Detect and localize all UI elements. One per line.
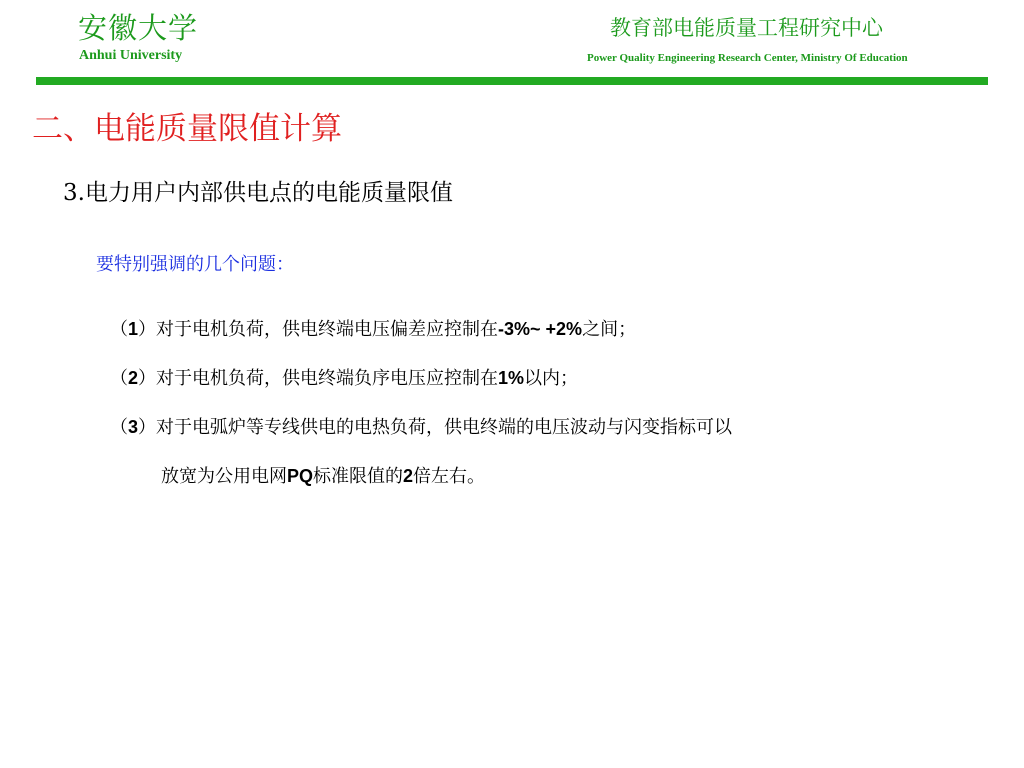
list-item-text: 标准限值的 bbox=[313, 466, 404, 487]
list-item-number: 3 bbox=[128, 417, 139, 437]
list-item-text-end: 以内； bbox=[524, 368, 579, 389]
list-item-text: 对于电弧炉等专线供电的电热负荷，供电终端的电压波动与闪变指标可以 bbox=[156, 417, 733, 438]
list-item-close-paren: ） bbox=[138, 319, 157, 340]
research-center-name-en: Power Quality Engineering Research Center, Ministry Of Education bbox=[587, 52, 908, 64]
header-divider bbox=[36, 77, 988, 85]
slide-title: 二、电能质量限值计算 bbox=[32, 111, 342, 147]
list-item-value: -3%~ +2% bbox=[498, 319, 583, 339]
slide-subheading: 3.电力用户内部供电点的电能质量限值 bbox=[63, 180, 453, 206]
list-item-2 bbox=[110, 364, 578, 390]
list-item-1 bbox=[110, 315, 636, 341]
list-item-3-continuation bbox=[161, 462, 485, 488]
emphasis-note: 要特别强调的几个问题： bbox=[96, 254, 294, 275]
list-item-close-paren: ） bbox=[138, 417, 157, 438]
pq-abbreviation: PQ bbox=[287, 466, 314, 486]
list-item-text: 对于电机负荷，供电终端负序电压应控制在 bbox=[156, 368, 499, 389]
list-item-open-paren: （ bbox=[110, 319, 128, 340]
list-item-value: 1% bbox=[498, 368, 525, 388]
list-item-number: 2 bbox=[128, 368, 139, 388]
list-item-number: 1 bbox=[128, 319, 139, 339]
list-item-value: 2 bbox=[403, 466, 414, 486]
list-item-open-paren: （ bbox=[110, 368, 128, 389]
list-item-open-paren: （ bbox=[110, 417, 128, 438]
list-item-close-paren: ） bbox=[138, 368, 157, 389]
research-center-name-cn: 教育部电能质量工程研究中心 bbox=[610, 16, 883, 40]
list-item-text: 放宽为公用电网 bbox=[161, 466, 287, 487]
university-name-cn: 安徽大学 bbox=[78, 11, 199, 45]
list-item-text: 对于电机负荷，供电终端电压偏差应控制在 bbox=[156, 319, 499, 340]
list-item-text-end: 之间； bbox=[582, 319, 637, 340]
list-item-3 bbox=[110, 413, 732, 439]
list-item-text-end: 倍左右。 bbox=[413, 466, 486, 487]
university-name-en: Anhui University bbox=[79, 48, 183, 63]
